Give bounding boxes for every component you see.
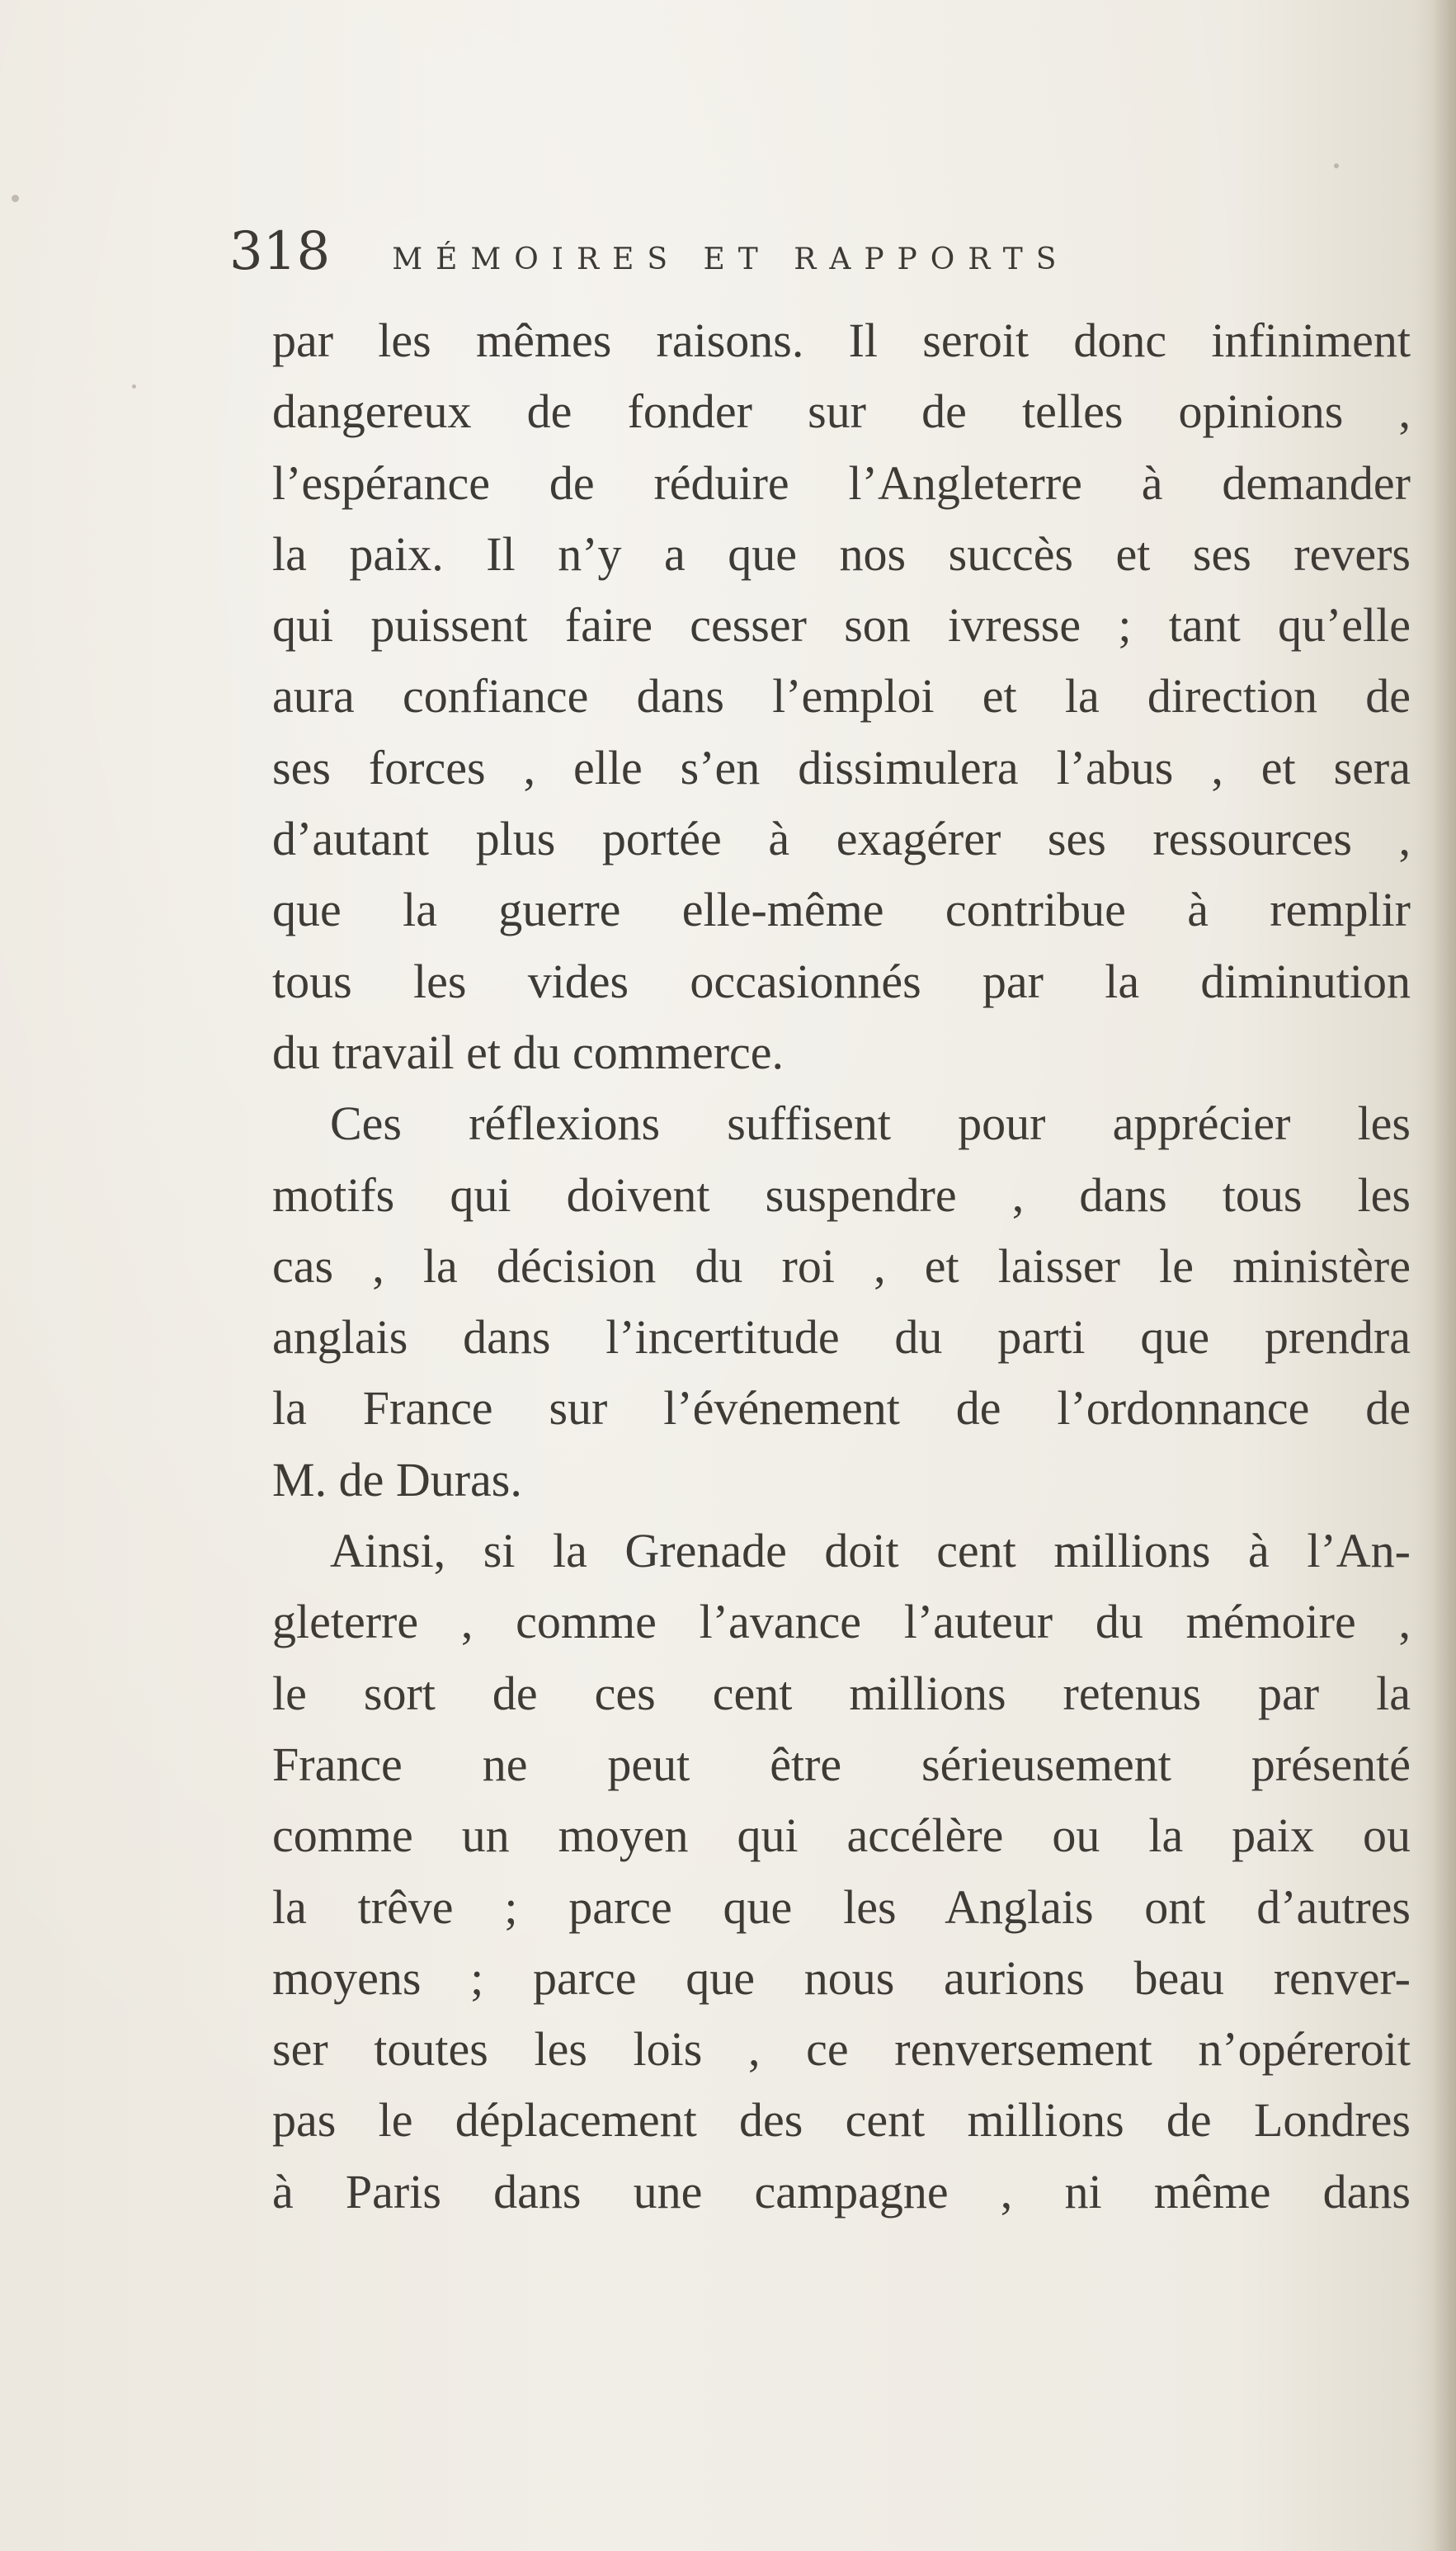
- text-line: que la guerre elle-même contribue à remplir: [272, 883, 1411, 937]
- text-line: cas , la décision du roi , et laisser le ministère: [272, 1238, 1411, 1293]
- text-line: anglais dans l’incertitude du parti que prendra: [272, 1310, 1411, 1365]
- text-line: qui puissent faire cesser son ivresse ; tant qu’elle: [272, 598, 1411, 653]
- running-head-title: MÉMOIRES ET RAPPORTS: [392, 243, 1070, 276]
- page-number: 318: [229, 221, 331, 282]
- text-line: comme un moyen qui accélère ou la paix ou: [272, 1808, 1411, 1863]
- page-gutter-edge: [1433, 0, 1456, 2551]
- text-line: M. de Duras.: [272, 1452, 522, 1507]
- text-line: la France sur l’événement de l’ordonnance de: [272, 1381, 1411, 1436]
- text-line: motifs qui doivent suspendre , dans tous les: [272, 1167, 1411, 1222]
- running-head: [229, 221, 1302, 295]
- text-line: Ainsi, si la Grenade doit cent millions à l’An-: [330, 1524, 1411, 1578]
- text-line: par les mêmes raisons. Il seroit donc infiniment: [272, 314, 1411, 367]
- paper-speck: [132, 384, 136, 389]
- text-line: ses forces , elle s’en dissimulera l’abus , et sera: [272, 740, 1411, 795]
- text-line: aura confiance dans l’emploi et la direction de: [272, 669, 1411, 724]
- text-line: ser toutes les lois , ce renversement n’opéreroit: [272, 2022, 1411, 2077]
- text-line: la paix. Il n’y a que nos succès et ses revers: [272, 526, 1411, 581]
- text-line: moyens ; parce que nous aurions beau renver-: [272, 1950, 1411, 2005]
- text-line: gleterre , comme l’avance l’auteur du mémoire ,: [272, 1595, 1411, 1649]
- text-line: pas le déplacement des cent millions de Londres: [272, 2093, 1411, 2148]
- paper-speck: [12, 195, 19, 202]
- text-line: à Paris dans une campagne , ni même dans: [272, 2164, 1411, 2219]
- text-line: l’espérance de réduire l’Angleterre à demander: [272, 455, 1411, 510]
- text-line: dangereux de fonder sur de telles opinions ,: [272, 384, 1411, 439]
- text-line: Ces réflexions suffisent pour apprécier les: [330, 1096, 1411, 1151]
- text-line: tous les vides occasionnés par la diminution: [272, 954, 1411, 1008]
- text-line: le sort de ces cent millions retenus par la: [272, 1666, 1411, 1720]
- text-line: du travail et du commerce.: [272, 1025, 785, 1079]
- body-text: [272, 305, 1411, 2228]
- text-line: France ne peut être sérieusement présenté: [272, 1737, 1411, 1791]
- text-line: la trêve ; parce que les Anglais ont d’autres: [272, 1879, 1411, 1934]
- text-line: d’autant plus portée à exagérer ses ressources ,: [272, 812, 1411, 866]
- paper-speck: [1334, 163, 1339, 168]
